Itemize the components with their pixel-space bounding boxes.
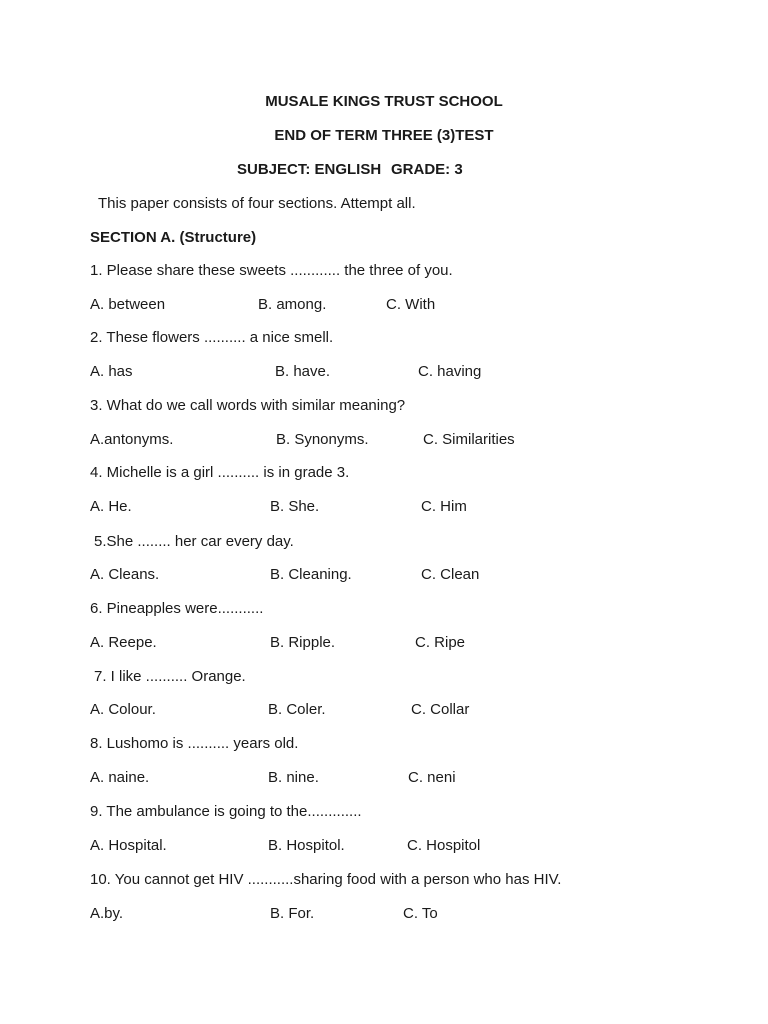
q3-option-c: C. Similarities bbox=[423, 431, 515, 448]
q1-option-c: C. With bbox=[386, 296, 436, 313]
q1-option-a: A. between bbox=[90, 296, 166, 313]
q8-option-b: B. nine. bbox=[268, 769, 319, 786]
q2-option-b: B. have. bbox=[275, 363, 331, 380]
q5-option-c: C. Clean bbox=[421, 566, 480, 583]
question-8: 8. Lushomo is .......... years old. bbox=[90, 735, 299, 752]
q1-option-b: B. among. bbox=[258, 296, 327, 313]
grade-label: GRADE: 3 bbox=[391, 161, 463, 178]
q5-option-b: B. Cleaning. bbox=[270, 566, 352, 583]
q7-option-c: C. Collar bbox=[411, 701, 470, 718]
question-2: 2. These flowers .......... a nice smell. bbox=[90, 329, 334, 346]
q2-option-a: A. has bbox=[90, 363, 133, 380]
question-3: 3. What do we call words with similar meaning? bbox=[90, 397, 406, 414]
q9-option-c: C. Hospitol bbox=[407, 837, 481, 854]
school-name: MUSALE KINGS TRUST SCHOOL bbox=[265, 93, 503, 110]
q6-option-c: C. Ripe bbox=[415, 634, 466, 651]
q10-option-a: A.by. bbox=[90, 905, 124, 922]
q6-option-a: A. Reepe. bbox=[90, 634, 157, 651]
q4-option-a: A. He. bbox=[90, 498, 132, 515]
question-5: 5.She ........ her car every day. bbox=[94, 533, 294, 550]
q2-option-c: C. having bbox=[418, 363, 482, 380]
question-7: 7. I like .......... Orange. bbox=[94, 668, 246, 685]
question-6: 6. Pineapples were........... bbox=[90, 600, 264, 617]
test-title: END OF TERM THREE (3)TEST bbox=[274, 127, 494, 144]
question-10: 10. You cannot get HIV ...........sharing food with a person who has HIV. bbox=[90, 871, 562, 888]
q8-option-c: C. neni bbox=[408, 769, 456, 786]
q10-option-c: C. To bbox=[403, 905, 438, 922]
q6-option-b: B. Ripple. bbox=[270, 634, 336, 651]
q7-option-b: B. Coler. bbox=[268, 701, 326, 718]
q9-option-a: A. Hospital. bbox=[90, 837, 167, 854]
q8-option-a: A. naine. bbox=[90, 769, 150, 786]
instructions: This paper consists of four sections. Attempt all. bbox=[98, 195, 416, 212]
q5-option-a: A. Cleans. bbox=[90, 566, 160, 583]
q7-option-a: A. Colour. bbox=[90, 701, 156, 718]
section-title: SECTION A. (Structure) bbox=[90, 229, 257, 246]
q9-option-b: B. Hospitol. bbox=[268, 837, 345, 854]
q3-option-b: B. Synonyms. bbox=[276, 431, 369, 448]
question-1: 1. Please share these sweets ............ the three of you. bbox=[90, 262, 453, 279]
subject-label: SUBJECT: ENGLISH bbox=[237, 161, 382, 178]
question-4: 4. Michelle is a girl .......... is in grade 3. bbox=[90, 464, 350, 481]
question-9: 9. The ambulance is going to the............. bbox=[90, 803, 362, 820]
q10-option-b: B. For. bbox=[270, 905, 315, 922]
q3-option-a: A.antonyms. bbox=[90, 431, 174, 448]
q4-option-b: B. She. bbox=[270, 498, 320, 515]
q4-option-c: C. Him bbox=[421, 498, 467, 515]
